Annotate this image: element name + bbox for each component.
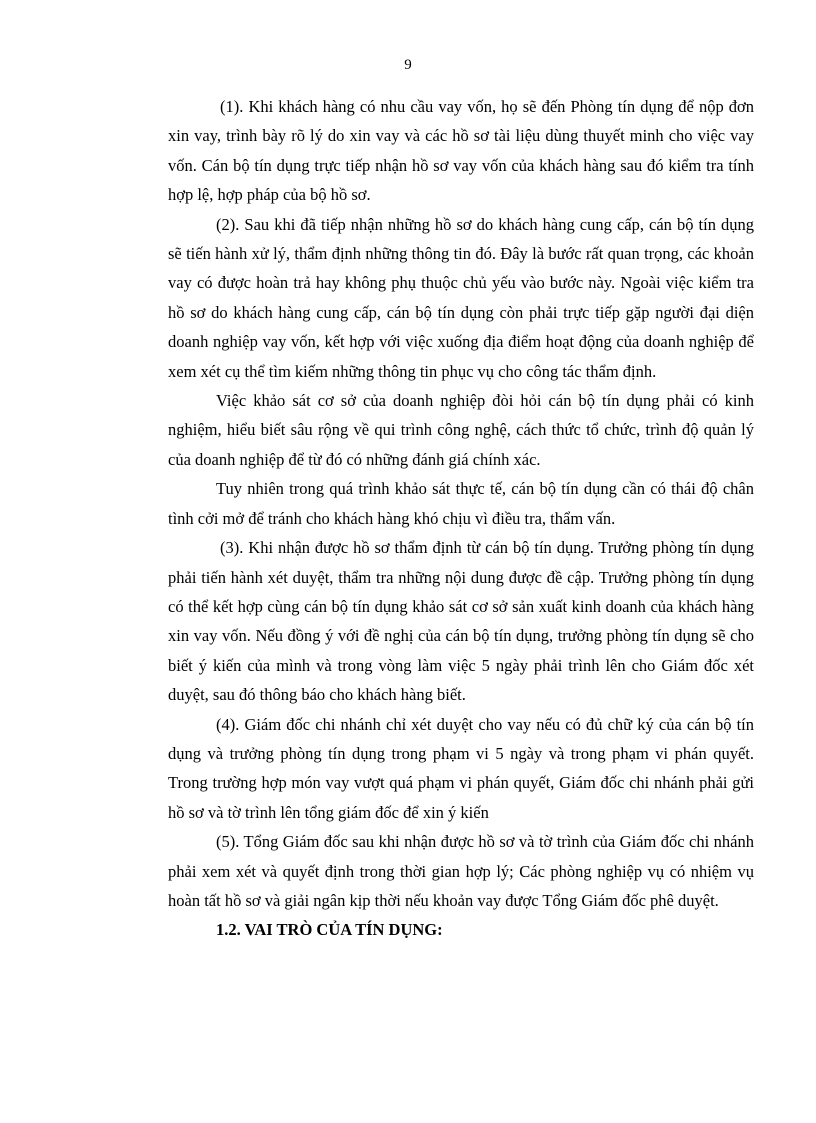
document-body [168,92,754,945]
page-number: 9 [404,57,412,73]
paragraph-step-4: (4). Giám đốc chi nhánh chỉ xét duyệt cho vay nếu có đủ chữ ký của cán bộ tín dụng và trưởng phòng tín dụng trong phạm vi 5 ngày và trong phạm vi phán quyết. Trong trường hợp món vay vượt quá phạm vi phán quyết, Giám đốc chi nhánh phải gửi hồ sơ và tờ trình lên tổng giám đốc để xin ý kiến [168,714,754,822]
paragraph-step-5: (5). Tổng Giám đốc sau khi nhận được hồ sơ và tờ trình của Giám đốc chi nhánh phải xem xét và quyết định trong thời gian hợp lý; Các phòng nghiệp vụ có nhiệm vụ hoàn tất hồ sơ và giải ngân kịp thời nếu khoản vay được Tổng Giám đốc phê duyệt. [168,832,754,910]
paragraph-site-survey: Việc khảo sát cơ sở của doanh nghiệp đòi hỏi cán bộ tín dụng phải có kinh nghiệm, hiểu biết sâu rộng về qui trình công nghệ, cách thức tổ chức, trình độ quản lý của doanh nghiệp để từ đó có những đánh giá chính xác. [168,391,754,469]
paragraph-attitude: Tuy nhiên trong quá trình khảo sát thực tế, cán bộ tín dụng cần có thái độ chân tình cởi mở để tránh cho khách hàng khó chịu vì điều tra, thẩm vấn. [168,479,754,528]
paragraph-step-3: (3). Khi nhận được hồ sơ thẩm định từ cán bộ tín dụng. Trưởng phòng tín dụng phải tiến hành xét duyệt, thẩm tra những nội dung được đề cập. Trưởng phòng tín dụng có thể kết hợp cùng cán bộ tín dụng khảo sát cơ sở sản xuất kinh doanh của khách hàng xin vay vốn. Nếu đồng ý với đề nghị của cán bộ tín dụng, trưởng phòng tín dụng sẽ cho biết ý kiến của mình và trong vòng làm việc 5 ngày phải trình lên cho Giám đốc xét duyệt, sau đó thông báo cho khách hàng biết. [168,538,754,705]
paragraph-step-2: (2). Sau khi đã tiếp nhận những hồ sơ do khách hàng cung cấp, cán bộ tín dụng sẽ tiến hành xử lý, thẩm định những thông tin đó. Đây là bước rất quan trọng, các khoản vay có được hoàn trả hay không phụ thuộc chủ yếu vào bước này. Ngoài việc kiểm tra hồ sơ do khách hàng cung cấp, cán bộ tín dụng còn phải trực tiếp gặp người đại diện doanh nghiệp vay vốn, kết hợp với việc xuống địa điểm hoạt động của doanh nghiệp để xem xét cụ thể tìm kiếm những thông tin phục vụ cho công tác thẩm định. [168,214,754,381]
paragraph-step-1: (1). Khi khách hàng có nhu cầu vay vốn, họ sẽ đến Phòng tín dụng để nộp đơn xin vay, trình bày rõ lý do xin vay và các hồ sơ tài liệu dùng thuyết minh cho việc vay vốn. Cán bộ tín dụng trực tiếp nhận hồ sơ vay vốn của khách hàng sau đó kiểm tra tính hợp lệ, hợp pháp của bộ hồ sơ. [168,97,754,205]
section-heading: 1.2. VAI TRÒ CỦA TÍN DỤNG: [216,920,443,940]
